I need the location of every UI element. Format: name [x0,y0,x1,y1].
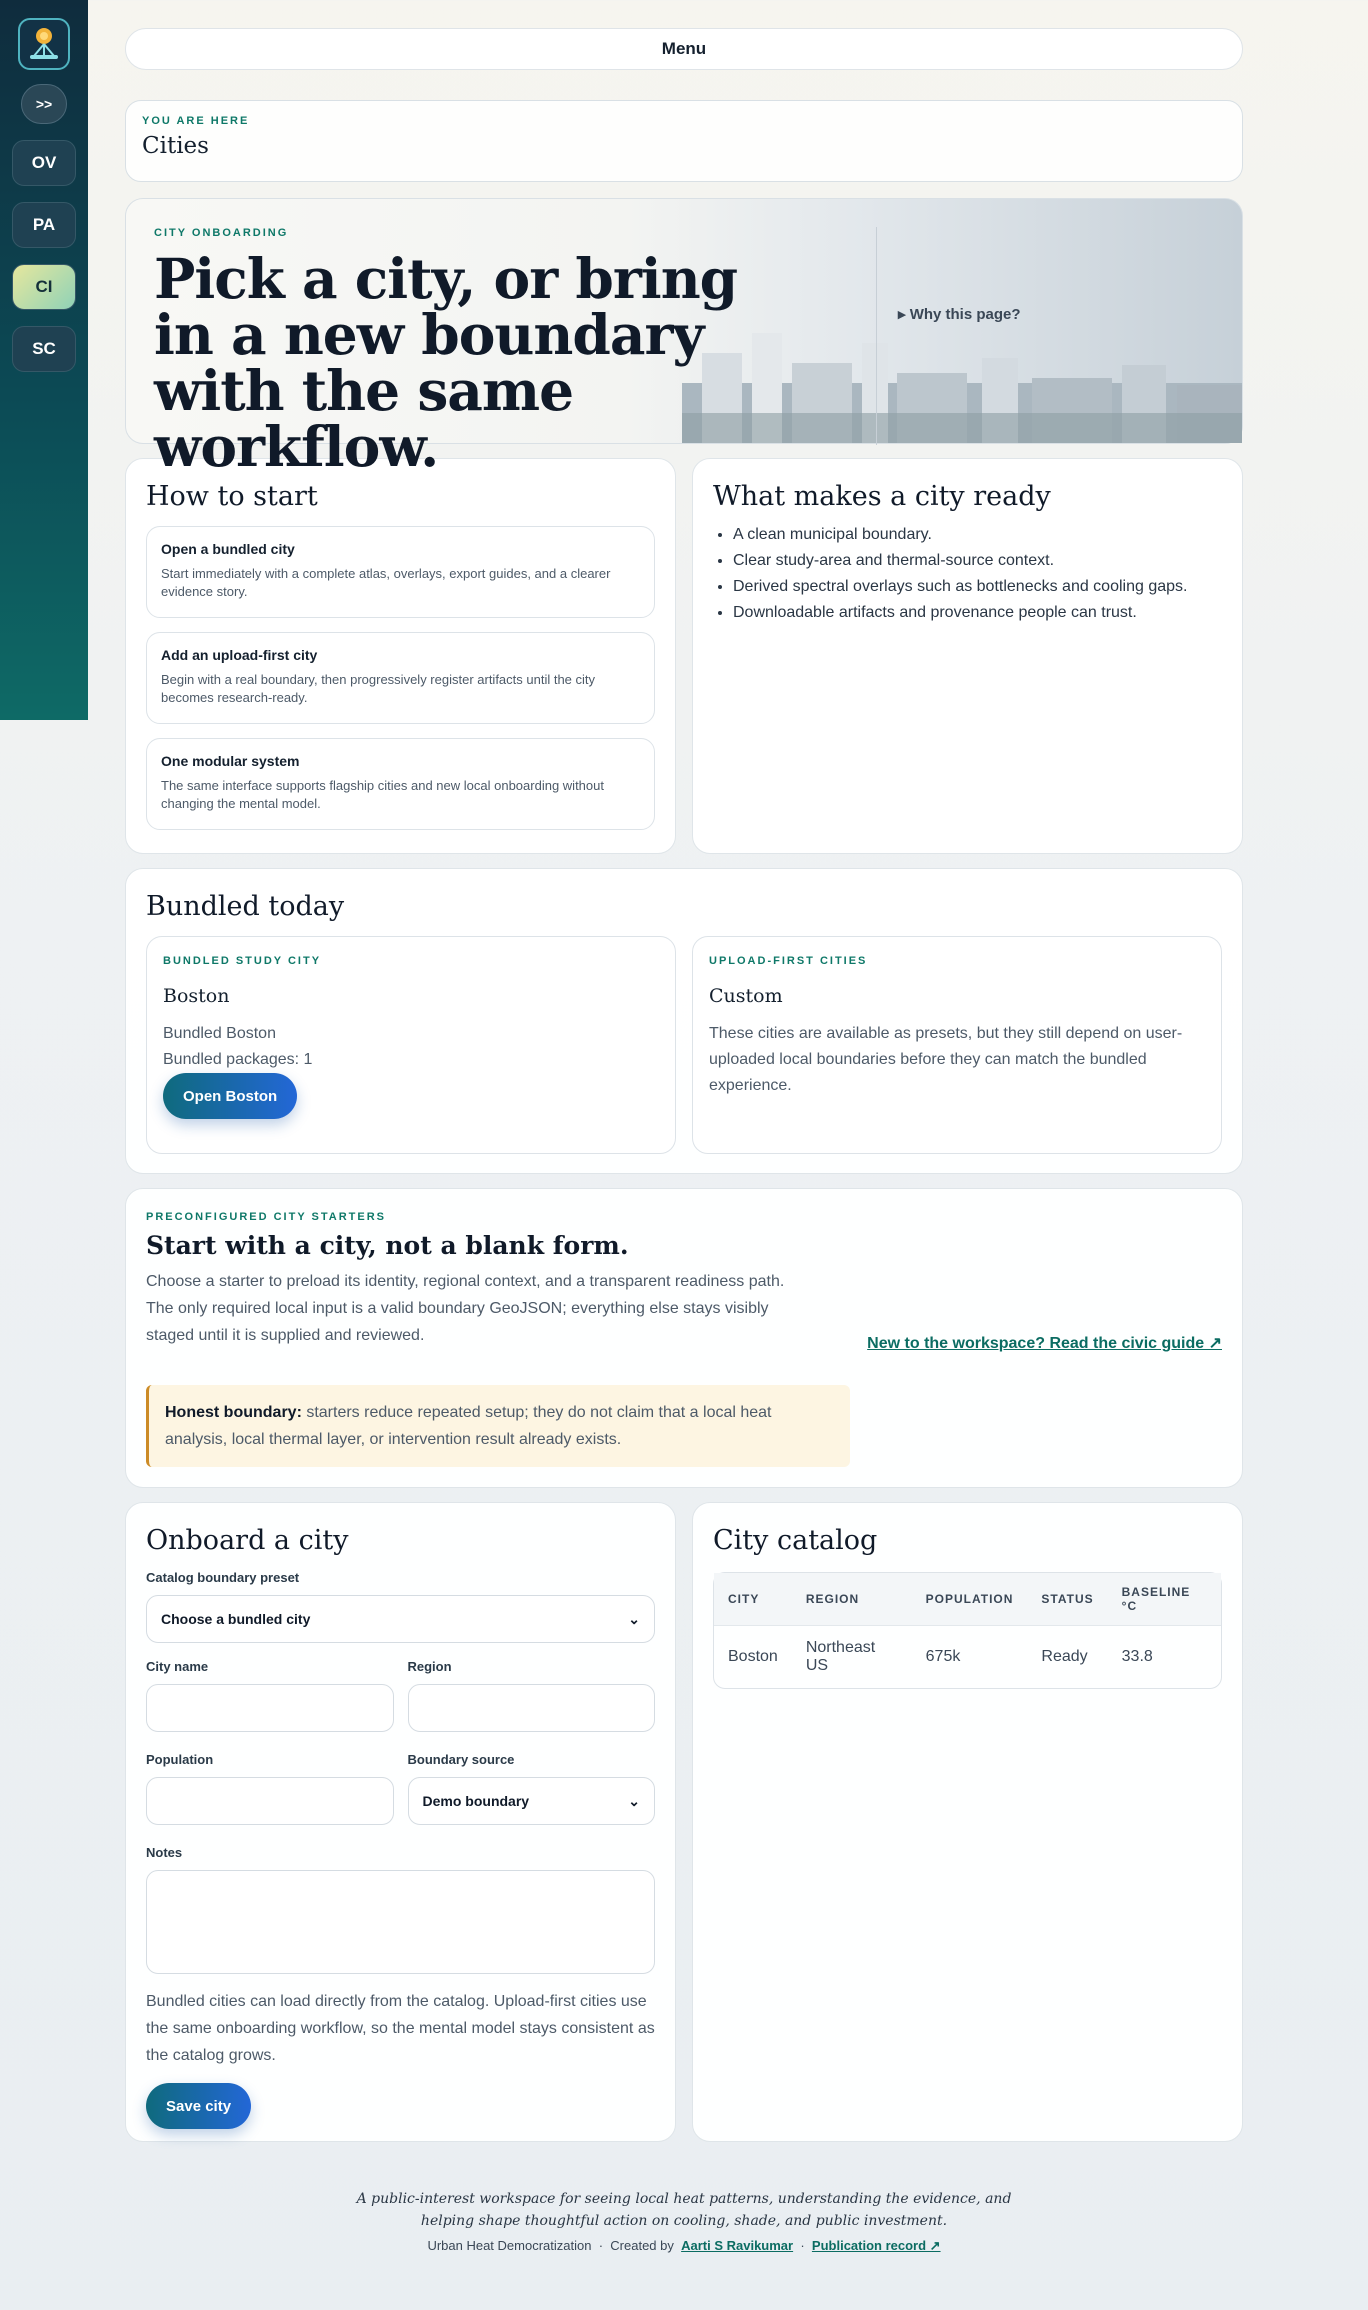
column-header: REGION [792,1573,912,1626]
notes-label: Notes [146,1845,183,1860]
bundled-city-line: Bundled Boston [163,1025,276,1042]
cell-region: Northeast US [792,1626,912,1689]
separator: · [800,2238,805,2253]
step-title: Open a bundled city [161,541,295,557]
separator: · [598,2238,604,2253]
step-desc: Start immediately with a complete atlas, overlays, export guides, and a clearer evidence story. [161,566,611,599]
city-name-input[interactable] [146,1684,394,1732]
sidebar-expand-button[interactable]: >> [21,84,67,124]
starters-eyebrow: PRECONFIGURED CITY STARTERS [146,1211,386,1223]
boundary-source-select[interactable] [408,1777,656,1825]
list-item: • Downloadable artifacts and provenance people can trust. [733,600,1222,626]
preset-label: Catalog boundary preset [146,1570,300,1585]
notice-text: starters reduce repeated setup; they do not claim that a local heat analysis, local thermal layer, or intervention result already exists. [165,1404,772,1448]
step-desc: The same interface supports flagship cities and new local onboarding without changing the mental model. [161,778,604,811]
bundled-city-name: Boston [163,985,230,1007]
city-catalog-title: City catalog [713,1525,878,1556]
footer-meta [0,2238,1368,2254]
main-content [125,28,1243,2142]
onboard-note: Bundled cities can load directly from the catalog. Upload-first cities use the same onboarding workflow, so the mental model stays consistent as the catalog grows. [146,1993,655,2064]
hero-text [154,227,754,479]
footer-tagline-line1: A public-interest workspace for seeing local heat patterns, understanding the evidence, and [356,2191,1012,2207]
sidebar [0,0,88,720]
city-starters-card [125,1188,1243,1488]
column-header: BASELINE °C [1108,1573,1221,1626]
breadcrumb [125,100,1243,182]
heat-map-pin-icon[interactable] [18,18,70,70]
notice-label: Honest boundary: [165,1404,302,1421]
onboard-city-card [125,1502,676,2142]
chevron-down-icon: ⌄ [628,1792,640,1809]
bundled-packages-count: Bundled packages: 1 [163,1051,313,1068]
column-header: STATUS [1027,1573,1107,1626]
upload-first-eyebrow: UPLOAD-FIRST CITIES [709,955,868,967]
step-desc: Begin with a real boundary, then progressively register artifacts until the city becomes research-ready. [161,672,596,705]
honest-boundary-notice [146,1385,850,1467]
cell-baseline: 33.8 [1108,1626,1221,1689]
bundled-study-eyebrow: BUNDLED STUDY CITY [163,955,322,967]
author-link[interactable]: Aarti S Ravikumar [681,2238,794,2253]
starters-title: Start with a city, not a blank form. [146,1231,629,1260]
project-name: Urban Heat Democratization [427,2238,592,2253]
sidebar-item-pa[interactable]: PA [12,202,76,248]
bundled-today-title: Bundled today [146,891,345,922]
why-this-page-toggle[interactable]: ▸ Why this page? [898,306,1021,323]
hero-title: Pick a city, or bring in a new boundary with the same workflow. [154,246,738,479]
open-boston-button[interactable]: Open Boston [163,1073,297,1119]
sidebar-item-overview[interactable]: OV [12,140,76,186]
starters-desc: Choose a starter to preload its identity, regional context, and a transparent readiness path. The only required local input is a valid boundary GeoJSON; everything else stays visibly staged until it is supplied and reviewed. [146,1273,785,1344]
step-card [146,526,655,618]
menu-button[interactable]: Menu [125,28,1243,70]
sidebar-item-cities[interactable]: CI [12,264,76,310]
table-row[interactable] [714,1626,1221,1689]
step-title: Add an upload-first city [161,647,318,663]
city-ready-list [713,522,1222,626]
population-label: Population [146,1752,214,1767]
region-label: Region [407,1659,452,1674]
column-header: POPULATION [912,1573,1028,1626]
civic-guide-link[interactable]: New to the workspace? Read the civic guide ↗ [867,1335,1222,1352]
source-value: Demo boundary [422,1793,530,1809]
save-city-button[interactable]: Save city [146,2083,251,2129]
list-item: • A clean municipal boundary. [733,522,1222,548]
upload-first-cities-card [692,936,1222,1154]
list-item: • Clear study-area and thermal-source context. [733,548,1222,574]
onboard-title: Onboard a city [146,1525,349,1556]
footer [0,2188,1368,2254]
step-card [146,632,655,724]
chevron-down-icon: ⌄ [628,1610,640,1627]
column-header: CITY [714,1573,792,1626]
bundled-today-card [125,868,1243,1174]
upload-first-name: Custom [709,985,783,1007]
breadcrumb-current: Cities [142,133,209,159]
cell-city: Boston [714,1626,792,1689]
created-by-label: Created by [610,2238,674,2253]
city-catalog-card [692,1502,1243,2142]
notes-textarea[interactable] [146,1870,655,1974]
how-to-start-title: How to start [146,481,318,512]
preset-value: Choose a bundled city [161,1611,311,1627]
bundled-study-city-card [146,936,676,1154]
population-input[interactable] [146,1777,394,1825]
city-name-label: City name [146,1659,209,1674]
city-ready-title: What makes a city ready [713,481,1051,512]
sidebar-item-sc[interactable]: SC [12,326,76,372]
publication-record-link[interactable]: Publication record ↗ [811,2238,941,2253]
region-input[interactable] [408,1684,656,1732]
hero-banner [125,198,1243,479]
hero-eyebrow: CITY ONBOARDING [154,227,289,239]
step-title: One modular system [161,753,300,769]
city-ready-card [692,458,1243,854]
hero-divider [876,227,877,445]
upload-first-desc: These cities are available as presets, but they still depend on user-uploaded local boundaries before they can match the bundled experience. [709,1025,1183,1094]
how-to-start-card [125,458,676,854]
list-item: • Derived spectral overlays such as bottlenecks and cooling gaps. [733,574,1222,600]
city-catalog-table [713,1572,1222,1689]
step-card [146,738,655,830]
footer-tagline-line2: helping shape thoughtful action on cooling, shade, and public investment. [420,2213,948,2229]
boundary-source-label: Boundary source [407,1752,515,1767]
breadcrumb-eyebrow: YOU ARE HERE [142,115,250,127]
cell-status: Ready [1027,1626,1107,1689]
boundary-preset-select[interactable] [146,1595,655,1643]
cell-population: 675k [912,1626,1028,1689]
